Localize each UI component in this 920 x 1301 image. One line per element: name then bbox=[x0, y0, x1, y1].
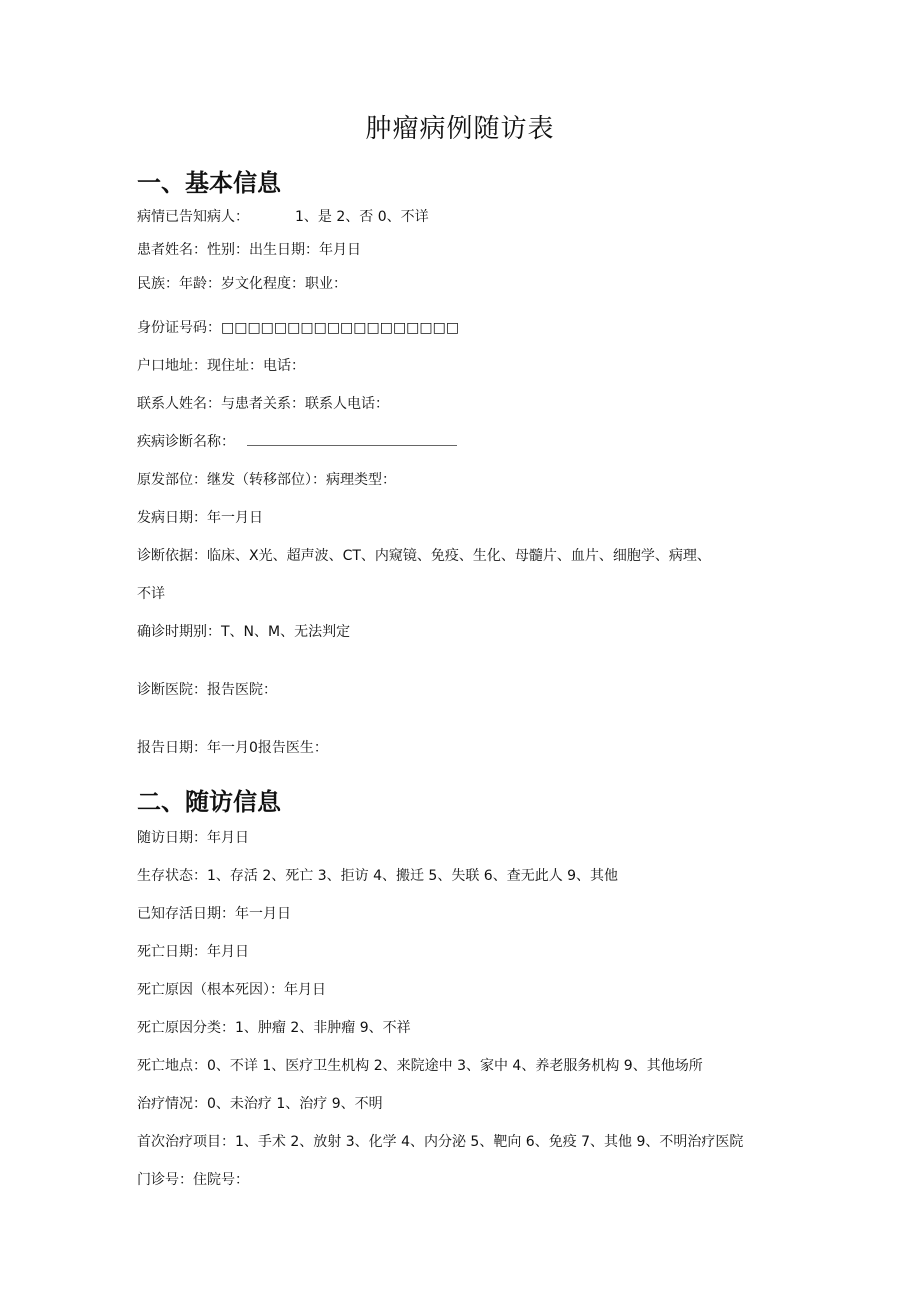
diagnosis-basis-row-continued: 不详 bbox=[137, 586, 165, 602]
document-title: 肿瘤病例随访表 bbox=[365, 114, 555, 144]
death-place-row: 死亡地点：0、不详 1、医疗卫生机构 2、来院途中 3、家中 4、养老服务机构 9、其他场所 bbox=[137, 1058, 703, 1074]
report-row: 报告日期：年一月0报告医生： bbox=[137, 740, 328, 756]
section-heading-basic-info: 一、基本信息 bbox=[137, 169, 281, 197]
diagnosis-name-row bbox=[137, 433, 457, 451]
outpatient-row: 门诊号：住院号： bbox=[137, 1172, 249, 1188]
survival-status-row: 生存状态：1、存活 2、死亡 3、拒访 4、搬迁 5、失联 6、查无此人 9、其他 bbox=[137, 868, 619, 884]
diagnosis-name-label: 疾病诊断名称： bbox=[137, 434, 235, 450]
ethnicity-row: 民族：年龄：岁文化程度：职业： bbox=[137, 276, 347, 292]
death-cause-class-row: 死亡原因分类：1、肿瘤 2、非肿瘤 9、不祥 bbox=[137, 1020, 411, 1036]
disclosure-row bbox=[137, 208, 429, 226]
diagnosis-name-blank[interactable] bbox=[247, 433, 457, 446]
contact-row: 联系人姓名：与患者关系：联系人电话： bbox=[137, 396, 389, 412]
id-number-boxes[interactable]: □□□□□□□□□□□□□□□□□□ bbox=[221, 320, 460, 336]
first-treatment-row: 首次治疗项目：1、手术 2、放射 3、化学 4、内分泌 5、靶向 6、免疫 7、其他 9、不明治疗医院 bbox=[137, 1134, 744, 1150]
death-cause-row: 死亡原因（根本死因）：年月日 bbox=[137, 982, 326, 998]
patient-info-row: 患者姓名：性别：出生日期：年月日 bbox=[137, 242, 361, 258]
disclosure-label: 病情已告知病人： bbox=[137, 209, 249, 225]
diagnosis-basis-row: 诊断依据：临床、X光、超声波、CT、内窥镜、免疫、生化、母髓片、血片、细胞学、病理、 bbox=[137, 548, 711, 564]
known-alive-date-row: 已知存活日期：年一月日 bbox=[137, 906, 291, 922]
followup-date-row: 随访日期：年月日 bbox=[137, 830, 249, 846]
death-date-row: 死亡日期：年月日 bbox=[137, 944, 249, 960]
section-heading-followup-info: 二、随访信息 bbox=[137, 788, 281, 816]
disclosure-options: 1、是 2、否 0、不详 bbox=[295, 209, 429, 225]
address-row: 户口地址：现住址：电话： bbox=[137, 358, 305, 374]
primary-site-row: 原发部位：继发（转移部位）：病理类型： bbox=[137, 472, 396, 488]
stage-row: 确诊时期别：T、N、M、无法判定 bbox=[137, 624, 351, 640]
id-number-row bbox=[137, 319, 459, 337]
id-number-label: 身份证号码： bbox=[137, 320, 221, 336]
treatment-row: 治疗情况：0、未治疗 1、治疗 9、不明 bbox=[137, 1096, 383, 1112]
onset-date-row: 发病日期：年一月日 bbox=[137, 510, 263, 526]
hospital-row: 诊断医院：报告医院： bbox=[137, 682, 277, 698]
